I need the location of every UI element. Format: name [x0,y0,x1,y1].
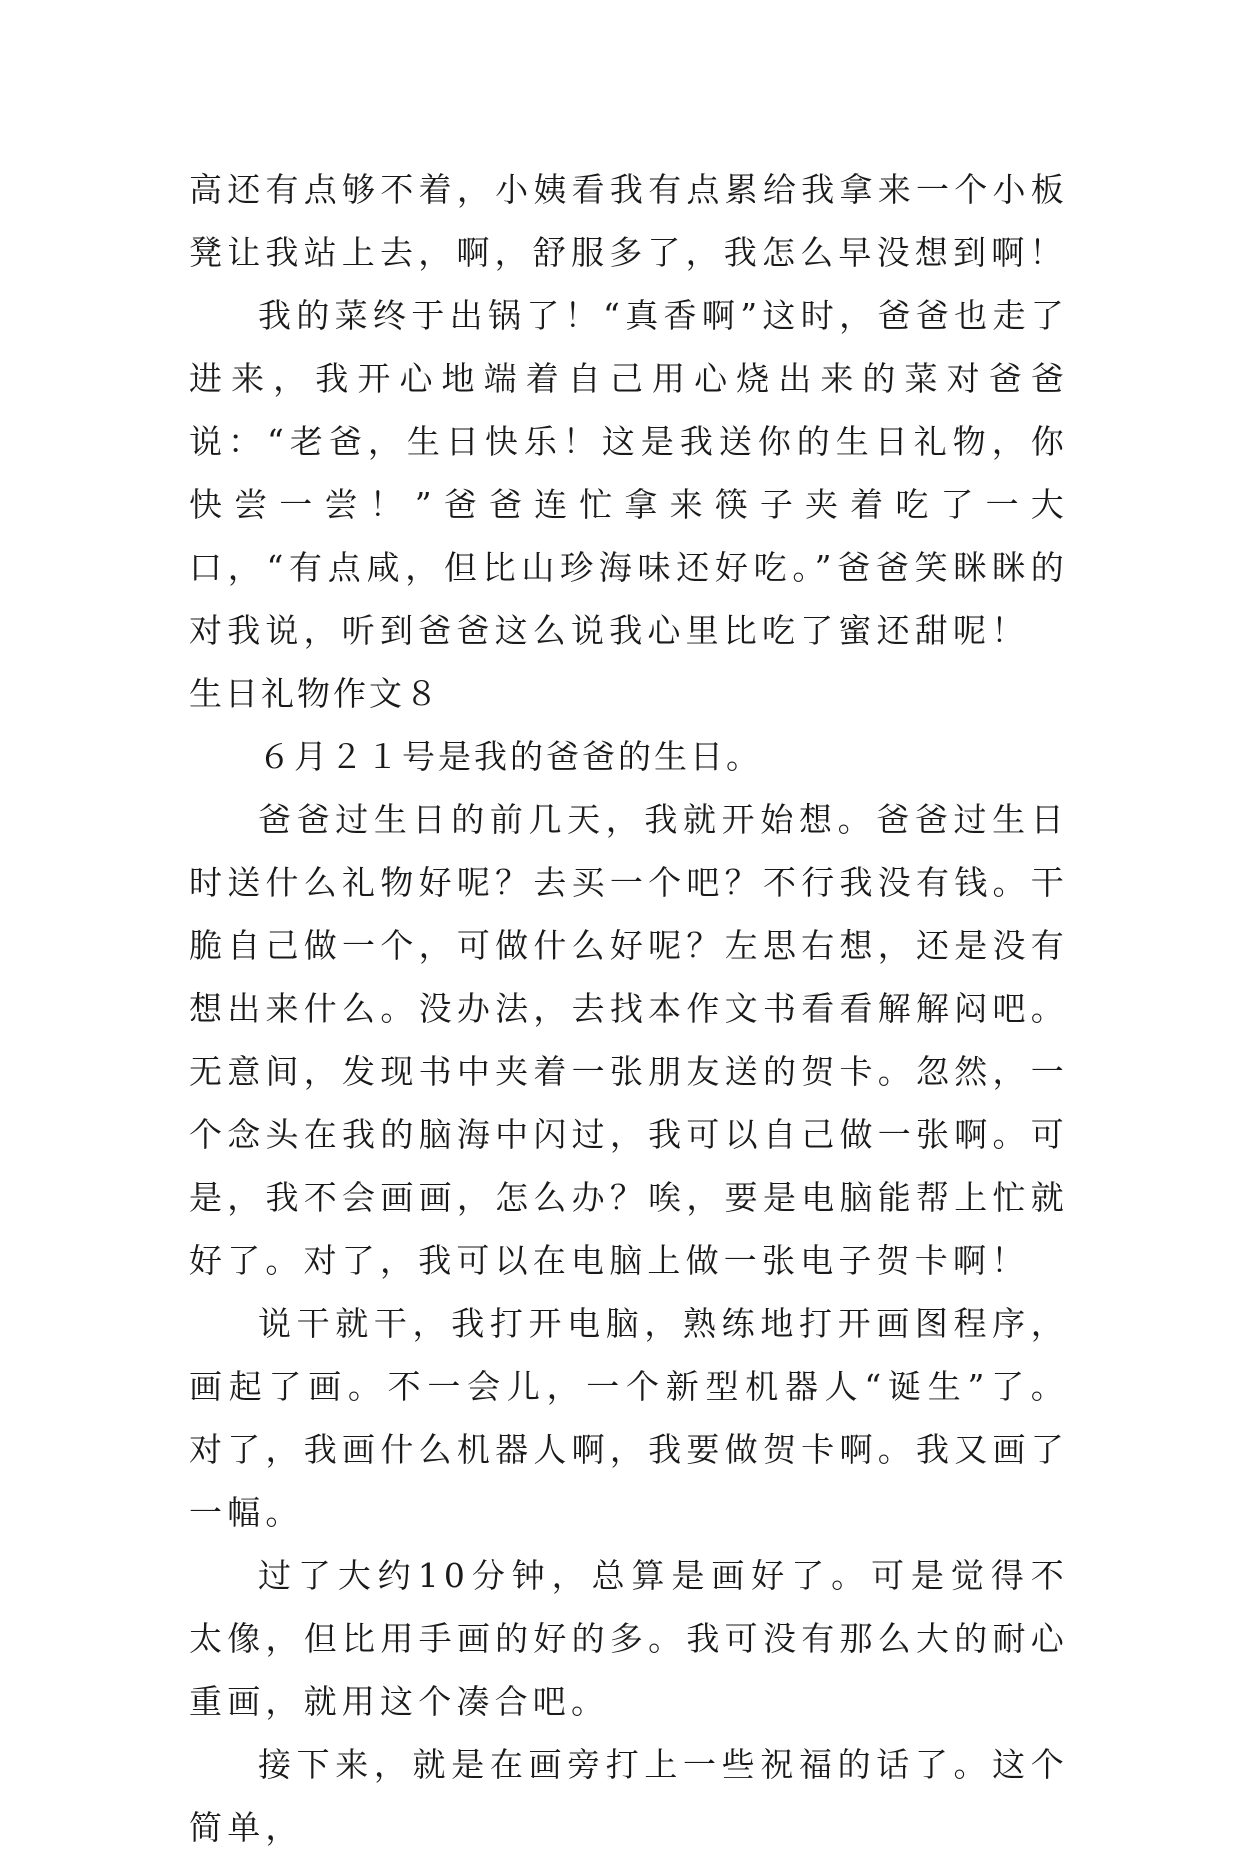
essay-body [189,158,1069,1859]
paragraph-blessing: 接下来，就是在画旁打上一些祝福的话了。这个简单， [189,1745,1069,1847]
paragraph-drawing: 说干就干，我打开电脑，熟练地打开画图程序，画起了画。不一会儿，一个新型机器人“诞生”了。对了，我画什么机器人啊，我要做贺卡啊。我又画了一幅。 [189,1304,1069,1532]
paragraph-birthday-date: ６月２１号是我的爸爸的生日。 [258,737,762,776]
essay-title: 生日礼物作文８ [189,674,441,713]
paragraph-gift-idea: 爸爸过生日的前几天，我就开始想。爸爸过生日时送什么礼物好呢？去买一个吧？不行我没有钱。干脆自己做一个，可做什么好呢？左思右想，还是没有想出来什么。没办法，去找本作文书看看解解闷吧。无意间，发现书中夹着一张朋友送的贺卡。忽然，一个念头在我的脑海中闪过，我可以自己做一张啊。可是，我不会画画，怎么办？唉，要是电脑能帮上忙就好了。对了，我可以在电脑上做一张电子贺卡啊！ [189,800,1069,1280]
paragraph-dish-finished: 我的菜终于出锅了！“真香啊”这时，爸爸也走了进来，我开心地端着自己用心烧出来的菜对爸爸说：“老爸，生日快乐！这是我送你的生日礼物，你快尝一尝！”爸爸连忙拿来筷子夹着吃了一大口，“有点咸，但比山珍海味还好吃。”爸爸笑眯眯的对我说，听到爸爸这么说我心里比吃了蜜还甜呢！ [189,296,1069,650]
paragraph-finished-drawing: 过了大约10分钟，总算是画好了。可是觉得不太像，但比用手画的好的多。我可没有那么大的耐心重画，就用这个凑合吧。 [189,1556,1069,1721]
paragraph-continuation: 高还有点够不着，小姨看我有点累给我拿来一个小板凳让我站上去，啊，舒服多了，我怎么早没想到啊！ [189,170,1069,272]
